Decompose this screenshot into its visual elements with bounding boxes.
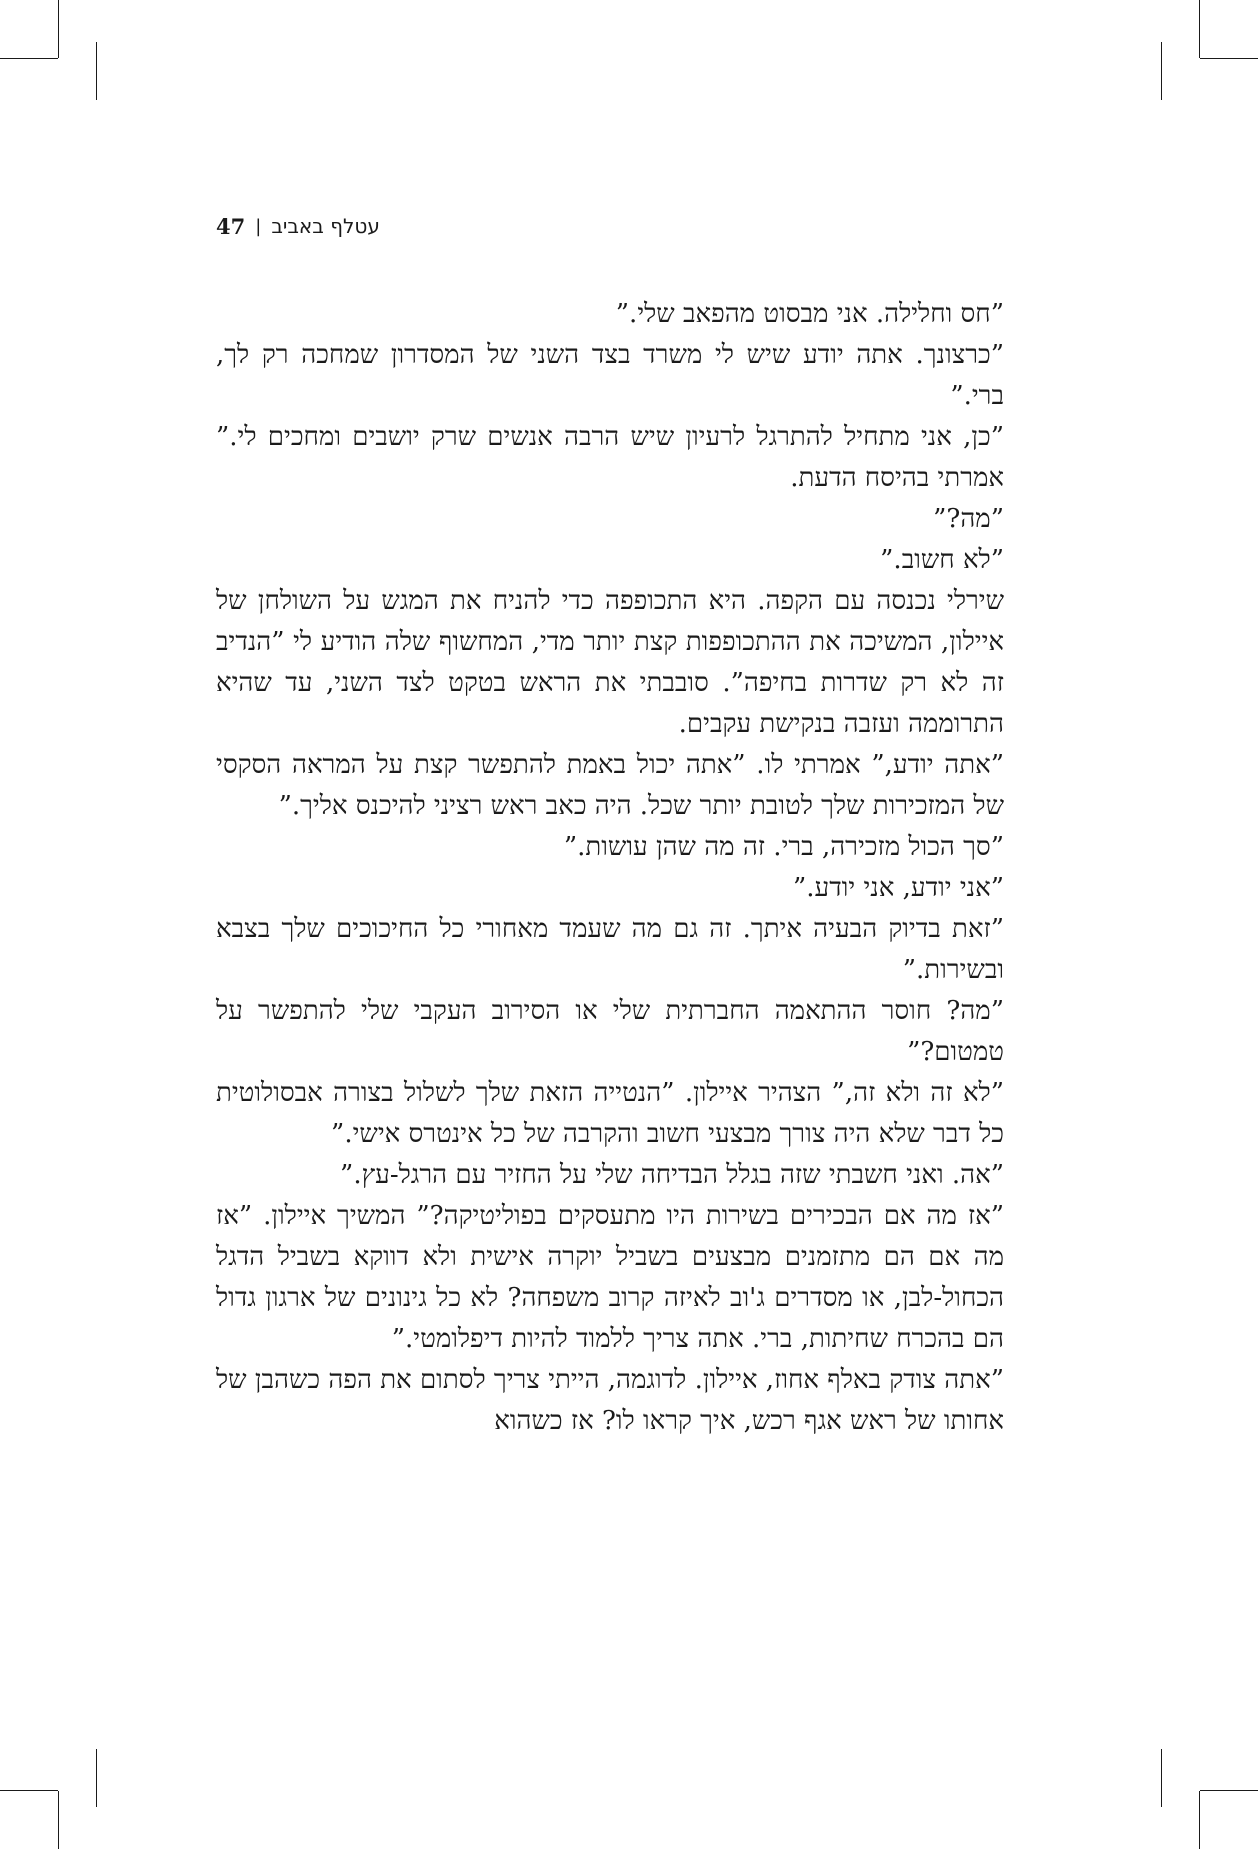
crop-mark — [58, 0, 59, 58]
paragraph: ”לא חשוב.” — [880, 545, 1004, 575]
book-title: עטלף באביב — [271, 214, 380, 238]
paragraph: ”לא זה ולא זה,” הצהיר איילון. ”הנטייה הזאת שלך לשלול בצורה אבסולוטית כל דבר שלא היה צורך מבצעי חשוב והקרבה של כל אינטרס אישי.” — [216, 1078, 1004, 1149]
running-head-separator: | — [255, 215, 262, 237]
paragraph: ”אתה יודע,” אמרתי לו. ”אתה יכול באמת להתפשר קצת על המראה הסקסי של המזכירות שלך לטובת יותר שכל. היה כאב ראש רציני להיכנס אליך.” — [216, 750, 1004, 821]
paragraph: ”זאת בדיוק הבעיה איתך. זה גם מה שעמד מאחורי כל החיכוכים שלך בצבא ובשירות.” — [216, 914, 1004, 985]
paragraph: ”אתה צודק באלף אחוז, איילון. לדוגמה, הייתי צריך לסתום את הפה כשהבן של אחותו של ראש אגף רכש, איך קראו לו? אז כשהוא — [216, 1365, 1004, 1436]
paragraph: ”מה?” — [933, 504, 1004, 534]
crop-mark — [1200, 1790, 1258, 1791]
crop-mark — [0, 1790, 58, 1791]
crop-mark — [1161, 1749, 1162, 1807]
crop-mark — [1199, 1791, 1200, 1849]
paragraph: ”סך הכול מזכירה, ברי. זה מה שהן עושות.” — [563, 832, 1004, 862]
paragraph: ”אז מה אם הבכירים בשירות היו מתעסקים בפוליטיקה?” המשיך איילון. ”אז מה אם הם מתזמנים מבצעים בשביל יוקרה אישית ולא דווקא בשביל הדגל הכחול-לבן, או מסדרים ג'וב לאיזה קרוב משפחה? לא כל גינונים של ארגון גדול הם בהכרח שחיתות, ברי. אתה צריך ללמוד להיות דיפלומטי.” — [216, 1201, 1004, 1354]
crop-mark — [0, 58, 58, 59]
paragraph: ”אני יודע, אני יודע.” — [792, 873, 1004, 903]
page-number: 47 — [216, 213, 246, 239]
crop-mark — [58, 1791, 59, 1849]
crop-mark — [96, 42, 97, 100]
paragraph: ”חס וחלילה. אני מבסוט מהפאב שלי.” — [615, 299, 1004, 329]
paragraph: שירלי נכנסה עם הקפה. היא התכופפה כדי להניח את המגש על השולחן של איילון, המשיכה את ההתכופפות קצת יותר מדי, המחשוף שלה הודיע לי ”הנדיב זה לא רק שדרות בחיפה”. סובבתי את הראש בטקט לצד השני, עד שהיא התרוממה ועזבה בנקישת עקבים. — [216, 586, 1004, 739]
crop-mark — [1199, 0, 1200, 58]
paragraph: ”כן, אני מתחיל להתרגל לרעיון שיש הרבה אנשים שרק יושבים ומחכים לי.” אמרתי בהיסח הדעת. — [216, 422, 1004, 493]
crop-mark — [1161, 42, 1162, 100]
paragraph: ”מה? חוסר ההתאמה החברתית שלי או הסירוב העקבי שלי להתפשר על טמטום?” — [216, 996, 1004, 1067]
crop-mark — [96, 1749, 97, 1807]
crop-mark — [1200, 58, 1258, 59]
body-text — [216, 294, 1004, 1442]
paragraph: ”כרצונך. אתה יודע שיש לי משרד בצד השני של המסדרון שמחכה רק לך, ברי.” — [216, 340, 1004, 411]
running-head — [216, 211, 380, 241]
paragraph: ”אה. ואני חשבתי שזה בגלל הבדיחה שלי על החזיר עם הרגל-עץ.” — [340, 1160, 1004, 1190]
